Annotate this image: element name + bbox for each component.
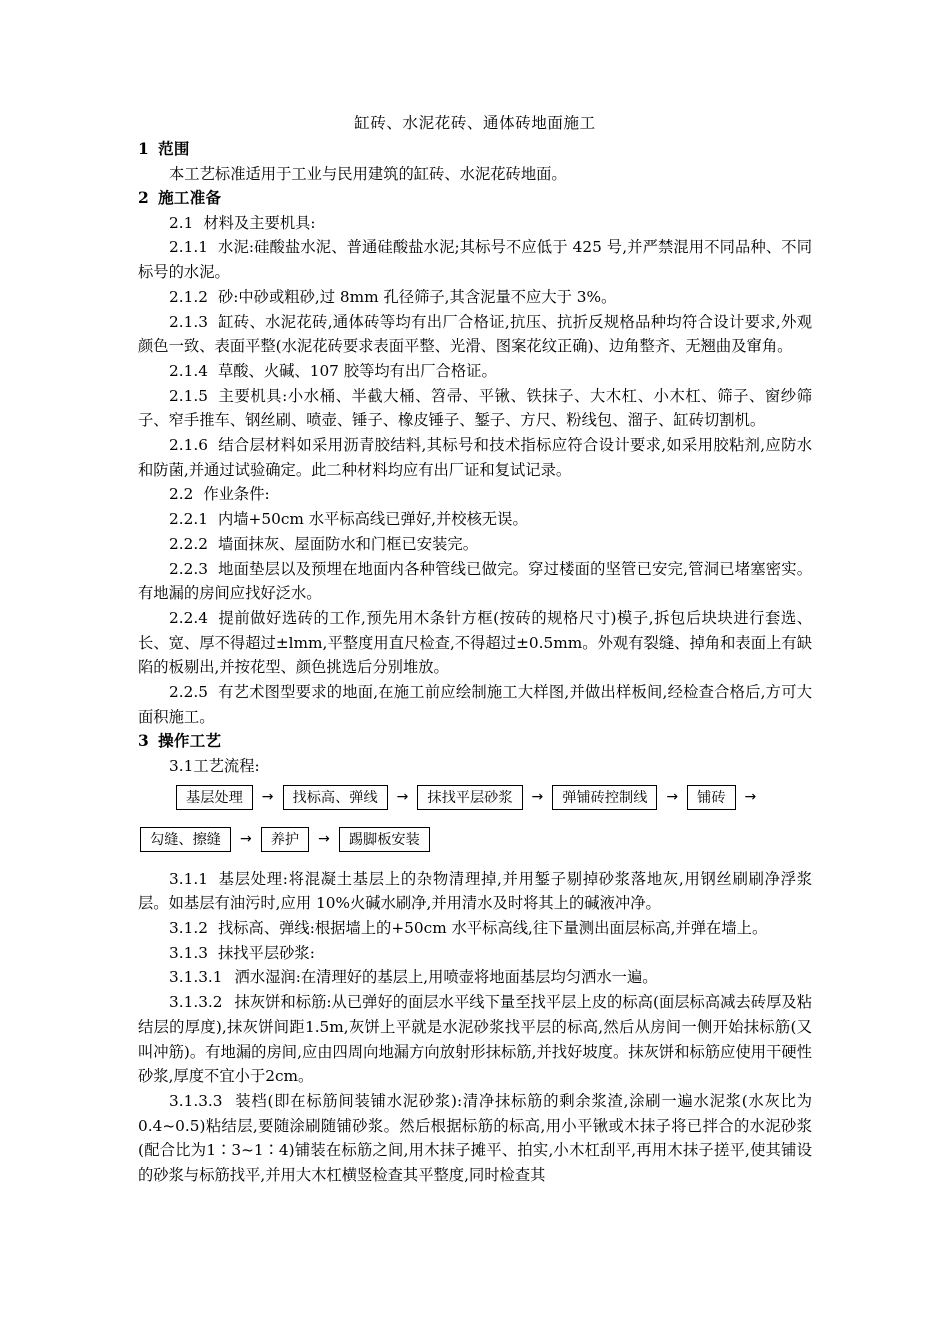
label-3-1: 3.1 — [169, 756, 194, 775]
text-3-1-1: 基层处理:将混凝土基层上的杂物清理掉,并用錾子剔掉砂浆落地灰,用钢丝刷刷净浮浆层。如基层有油污时,应用 10%火碱水刷净,并用清水及时将其上的碱液冲净。 — [138, 869, 812, 913]
heading-2-text: 施工准备 — [158, 188, 222, 208]
arrow-right-icon: → — [744, 789, 757, 806]
arrow-right-icon: → — [666, 789, 679, 806]
text-3-1-3-3: 装档(即在标筋间装铺水泥砂浆):清净抹标筋的剩余浆渣,涂刷一遍水泥浆(水灰比为0.4~0.5)粘结层,要随涂刷随铺砂浆。然后根据标筋的标高,用小平锹或木抹子将已拌合的水泥砂浆(配合比为1∶3~1∶4)铺装在标筋之间,用木抹子摊平、拍实,小木杠刮平,再用木抹子搓平,使其铺设的砂浆与标筋找平,并用大木杠横竖检查其平整度,同时检查其 — [138, 1092, 812, 1185]
text-3-1-3-2: 抹灰饼和标筋:从已弹好的面层水平线下量至找平层上皮的标高(面层标高减去砖厚及粘结层的厚度),抹灰饼间距1.5m,灰饼上平就是水泥砂浆找平层的标高,然后从房间一侧开始抹标筋(又叫冲筋)。有地漏的房间,应由四周向地漏方向放射形抹标筋,并找好坡度。抹灰饼和标筋应使用干硬性砂浆,厚度不宜小于2cm。 — [138, 993, 812, 1086]
text-2-2: 作业条件: — [203, 485, 270, 504]
heading-1-text: 范围 — [158, 139, 190, 158]
label-2-1: 2.1 — [169, 213, 194, 232]
label-3-1-3: 3.1.3 — [169, 943, 208, 962]
paragraph-1-body: 本工艺标准适用于工业与民用建筑的缸砖、水泥花砖地面。 — [169, 164, 567, 183]
heading-3-text: 操作工艺 — [158, 731, 222, 751]
flow-step-leveling-line[interactable]: 找标高、弹线 — [283, 785, 388, 810]
label-2-1-5: 2.1.5 — [169, 386, 208, 405]
paragraph-3-1-2 — [138, 916, 812, 941]
paragraph-2-1-1 — [138, 235, 812, 284]
paragraph-3-1-3-3 — [138, 1089, 812, 1188]
label-2-2-1: 2.2.1 — [169, 510, 208, 529]
paragraph-2-2 — [138, 482, 812, 507]
heading-2-number: 2 — [138, 188, 150, 208]
text-2-1: 材料及主要机具: — [203, 213, 316, 232]
paragraph-3-1-3-1 — [138, 965, 812, 990]
paragraph-2-2-1 — [138, 507, 812, 532]
heading-3-number: 3 — [138, 731, 150, 751]
text-3-1: 工艺流程: — [193, 756, 260, 775]
label-2-1-3: 2.1.3 — [169, 312, 208, 331]
label-2-2-2: 2.2.2 — [169, 534, 208, 553]
flowchart-row-1 — [176, 783, 812, 813]
paragraph-2-1-6 — [138, 433, 812, 482]
heading-section-1 — [138, 137, 812, 162]
text-2-1-5: 主要机具:小水桶、半截大桶、笤帚、平锹、铁抹子、大木杠、小木杠、筛子、窗纱筛子、窄手推车、钢丝刷、喷壶、锤子、橡皮锤子、錾子、方尺、粉线包、溜子、缸砖切割机。 — [138, 386, 812, 430]
text-2-2-4: 提前做好选砖的工作,预先用木条针方框(按砖的规格尺寸)模子,拆包后块块进行套选、长、宽、厚不得超过±lmm,平整度用直尺检查,不得超过±0.5mm。外观有裂缝、掉角和表面上有缺陷的板剔出,并按花型、颜色挑选后分别堆放。 — [138, 608, 812, 677]
text-2-1-6: 结合层材料如采用沥青胶结料,其标号和技术指标应符合设计要求,如采用胶粘剂,应防水和防菌,并通过试验确定。此二种材料均应有出厂证和复试记录。 — [138, 436, 812, 479]
paragraph-2-1-4 — [138, 359, 812, 384]
heading-section-3 — [138, 729, 812, 754]
flow-step-lay-tile[interactable]: 铺砖 — [687, 785, 735, 810]
paragraph-2-1-5 — [138, 384, 812, 433]
text-2-1-4: 草酸、火碱、107 胶等均有出厂合格证。 — [217, 361, 497, 380]
paragraph-3-1-1 — [138, 867, 812, 916]
paragraph-2-1-3 — [138, 310, 812, 359]
label-2-2-3: 2.2.3 — [169, 559, 208, 578]
label-2-1-2: 2.1.2 — [169, 287, 208, 306]
paragraph-3-1 — [138, 754, 812, 779]
label-3-1-2: 3.1.2 — [169, 919, 208, 938]
text-2-2-3: 地面垫层以及预埋在地面内各种管线已做完。穿过楼面的坚管已安完,管洞已堵塞密实。有地漏的房间应找好泛水。 — [138, 559, 812, 603]
arrow-right-icon: → — [318, 831, 330, 848]
text-2-2-2: 墙面抹灰、屋面防水和门框已安装完。 — [217, 534, 478, 553]
text-2-2-1: 内墙+50cm 水平标高线已弹好,并校核无误。 — [217, 510, 528, 529]
flow-step-tile-control-line[interactable]: 弹铺砖控制线 — [552, 785, 657, 810]
paragraph-3-1-3-2 — [138, 990, 812, 1089]
text-3-1-3-1: 洒水湿润:在清理好的基层上,用喷壶将地面基层均匀洒水一遍。 — [234, 968, 658, 987]
text-2-1-3: 缸砖、水泥花砖,通体砖等均有出厂合格证,抗压、抗折反规格品种均符合设计要求,外观颜色一致、表面平整(水泥花砖要求表面平整、光滑、图案花纹正确)、边角整齐、无翘曲及窜角。 — [138, 312, 812, 356]
arrow-right-icon: → — [396, 789, 409, 806]
arrow-right-icon: → — [239, 831, 252, 848]
label-3-1-3-3: 3.1.3.3 — [169, 1092, 223, 1110]
flow-step-jointing[interactable]: 勾缝、擦缝 — [140, 827, 231, 852]
label-3-1-3-1: 3.1.3.1 — [169, 968, 223, 987]
arrow-right-icon: → — [261, 789, 274, 806]
text-3-1-3: 抹找平层砂浆: — [217, 943, 315, 962]
flow-step-curing[interactable]: 养护 — [261, 827, 309, 852]
flow-step-screed-mortar[interactable]: 抹找平层砂浆 — [417, 785, 522, 810]
text-2-1-2: 砂:中砂或粗砂,过 8mm 孔径筛子,其含泥量不应大于 3%。 — [217, 287, 617, 306]
label-2-2-4: 2.2.4 — [169, 608, 208, 627]
paragraph-2-1-2 — [138, 285, 812, 310]
text-3-1-2: 找标高、弹线:根据墙上的+50cm 水平标高线,往下量测出面层标高,并弹在墙上。 — [217, 919, 768, 938]
label-3-1-1: 3.1.1 — [169, 869, 208, 888]
paragraph-2-2-2 — [138, 532, 812, 557]
paragraph-2-2-4 — [138, 606, 812, 680]
arrow-right-icon: → — [531, 789, 544, 806]
label-2-1-1: 2.1.1 — [169, 238, 208, 257]
page-title: 缸砖、水泥花砖、通体砖地面施工 — [354, 114, 596, 132]
flow-step-base-treatment[interactable]: 基层处理 — [176, 785, 253, 810]
heading-section-2 — [138, 186, 812, 211]
paragraph-2-1 — [138, 211, 812, 236]
label-3-1-3-2: 3.1.3.2 — [169, 993, 223, 1012]
label-2-2: 2.2 — [169, 485, 194, 504]
paragraph-2-2-5 — [138, 680, 812, 729]
label-2-1-4: 2.1.4 — [169, 361, 208, 380]
flowchart-row-2 — [140, 825, 812, 855]
process-flowchart — [138, 783, 812, 855]
flow-step-skirting-install[interactable]: 踢脚板安装 — [339, 827, 430, 852]
text-2-2-5: 有艺术图型要求的地面,在施工前应绘制施工大样图,并做出样板间,经检查合格后,方可大面积施工。 — [138, 683, 812, 726]
label-2-2-5: 2.2.5 — [169, 683, 208, 702]
paragraph-3-1-3 — [138, 941, 812, 966]
paragraph-2-2-3 — [138, 557, 812, 606]
heading-1-number: 1 — [138, 139, 150, 158]
text-2-1-1: 水泥:硅酸盐水泥、普通硅酸盐水泥;其标号不应低于 425 号,并严禁混用不同品种、不同标号的水泥。 — [138, 238, 812, 282]
label-2-1-6: 2.1.6 — [169, 436, 208, 455]
